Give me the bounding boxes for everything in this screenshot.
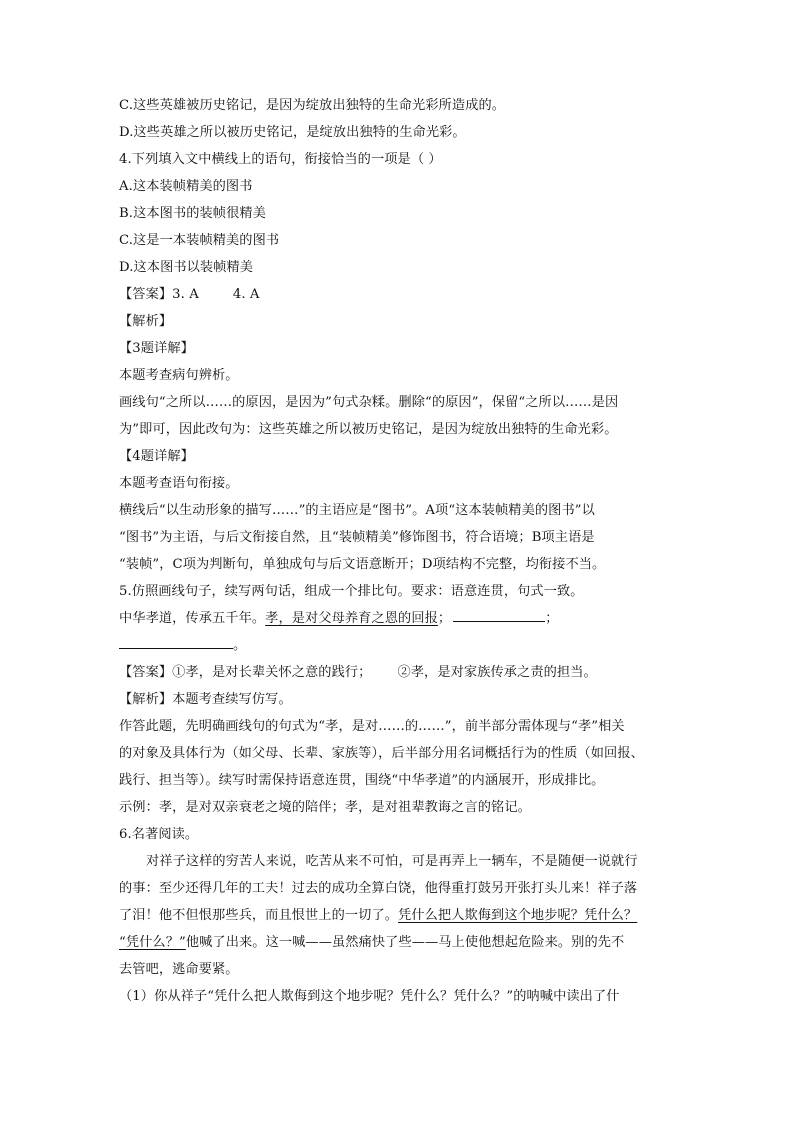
q4-detail-text: “装帧”，C项为判断句，单独成句与后文语意断开；D项结构不完整，均衔接不当。 [119, 557, 606, 572]
q3-detail-heading: 【3题详解】 [119, 341, 194, 356]
analysis-q5-text: 作答此题，先明确画线句的句式为“孝，是对……的……”，前半部分需体现与“孝”相关 [119, 719, 625, 734]
question-6-1: （1）你从祥子“凭什么把人欺侮到这个地步呢？凭什么？凭什么？”的呐喊中读出了什 [119, 989, 620, 1004]
option-d-q4: D.这本图书以装帧精美 [119, 260, 254, 275]
answer-q3: 【答案】3. A [119, 287, 199, 302]
option-c-q4: C.这是一本装帧精美的图书 [119, 233, 280, 248]
question-5-prompt-cont [119, 632, 679, 659]
analysis-q5: 【解析】本题考查续写仿写。 [119, 692, 292, 707]
answer-q5-part1: 【答案】①孝，是对长辈关怀之意的践行； [119, 665, 372, 680]
answer-blank-2 [119, 634, 233, 649]
option-c-q3: C.这些英雄被历史铭记，是因为绽放出独特的生命光彩所造成的。 [119, 98, 506, 113]
option-a-q4: A.这本装帧精美的图书 [119, 179, 253, 194]
excerpt-text: 了泪！他不但恨那些兵，而且恨世上的一切了。 [119, 908, 399, 923]
excerpt-paragraph [119, 929, 679, 956]
excerpt-paragraph: 的事：至少还得几年的工夫！过去的成功全算白饶，他得重打鼓另开张打头儿来！祥子落 [119, 881, 638, 896]
excerpt-paragraph: 去管吧，逃命要紧。 [119, 962, 239, 977]
q4-detail-text: 本题考查语句衔接。 [119, 476, 239, 491]
answer-q4: 4. A [232, 287, 260, 302]
punct: ； [545, 611, 559, 626]
analysis-q5-text: 践行、担当等）。续写时需保持语意连贯，围绕“中华孝道”的内涵展开，形成排比。 [119, 773, 605, 788]
answer-q5 [119, 659, 679, 686]
q3-detail-text: 本题考查病句辨析。 [119, 368, 239, 383]
question-4-stem: 4.下列填入文中横线上的语句，衔接恰当的一项是（ ） [119, 152, 442, 167]
excerpt-paragraph [119, 902, 679, 929]
analysis-heading: 【解析】 [119, 314, 173, 329]
answer-q5-part2: ②孝，是对家族传承之责的担当。 [397, 665, 597, 680]
underlined-sentence: 孝，是对父母养育之恩的回报 [265, 611, 438, 626]
analysis-q5-example: 示例：孝，是对双亲衰老之境的陪伴；孝，是对祖辈教诲之言的铭记。 [119, 800, 531, 815]
underlined-excerpt: 凭什么把人欺侮到这个地步呢？凭什么？ [398, 908, 638, 923]
q4-detail-text: 横线后“以生动形象的描写……”的主语应是“图书”。A项“这本装帧精美的图书”以 [119, 503, 595, 518]
question-5-stem: 5.仿照画线句子，续写两句话，组成一个排比句。要求：语意连贯，句式一致。 [119, 584, 584, 599]
analysis-q5-text: 的对象及具体行为（如父母、长辈、家族等），后半部分用名词概括行为的性质（如回报、 [119, 746, 644, 761]
q3-detail-text: 画线句“之所以……的原因，是因为”句式杂糅。删除“的原因”，保留“之所以……是因 [119, 395, 619, 410]
document-body [119, 92, 679, 1010]
q4-detail-text: “图书”为主语，与后文衔接自然，且“装帧精美”修饰图书，符合语境；B项主语是 [119, 530, 595, 545]
answer-blank-1 [453, 607, 545, 622]
question-5-prompt [119, 605, 679, 632]
underlined-excerpt: “凭什么？” [119, 935, 186, 950]
excerpt-text: 他喊了出来。这一喊——虽然痛快了些——马上使他想起危险来。别的先不 [185, 935, 625, 950]
q3-detail-text: 为”即可，因此改句为：这些英雄之所以被历史铭记，是因为绽放出独特的生命光彩。 [119, 422, 618, 437]
punct: ； [437, 611, 452, 626]
option-b-q4: B.这本图书的装帧很精美 [119, 206, 266, 221]
punct: 。 [233, 638, 247, 653]
question-6-heading: 6.名著阅读。 [119, 827, 199, 842]
excerpt-paragraph: 对祥子这样的穷苦人来说，吃苦从来不可怕，可是再弄上一辆车，不是随便一说就行 [146, 854, 638, 869]
answer-q3-q4 [119, 281, 679, 308]
option-d-q3: D.这些英雄之所以被历史铭记，是绽放出独特的生命光彩。 [119, 125, 466, 140]
prompt-lead: 中华孝道，传承五千年。 [119, 611, 266, 626]
q4-detail-heading: 【4题详解】 [119, 449, 194, 464]
